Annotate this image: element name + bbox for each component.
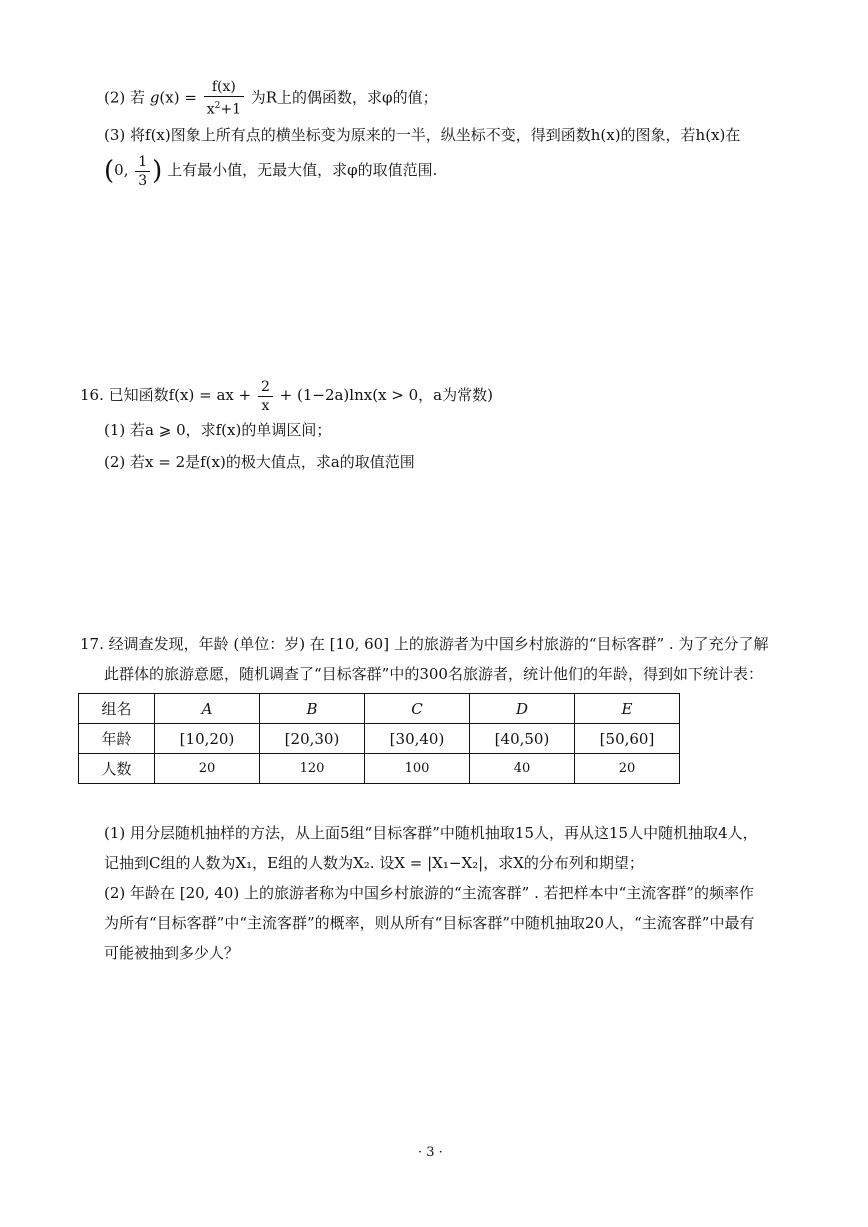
table-cell: 20 xyxy=(155,754,260,784)
q15-part3-suffix: 上有最小值，无最大值，求φ的取值范围. xyxy=(162,161,438,179)
table-row xyxy=(79,754,680,784)
q17-part2-line1: (2) 年龄在 [20, 40) 上的旅游者称为中国乡村旅游的“主流客群” . 若把样本中“主流客群”的频率作 xyxy=(104,884,754,902)
q16-part1: (1) 若a ⩾ 0，求f(x)的单调区间； xyxy=(104,421,332,439)
q17-stem-line2: 此群体的旅游意愿，随机调查了“目标客群”中的300名旅游者，统计他们的年龄，得到如下统计表： xyxy=(104,665,763,683)
q15-part3-line2 xyxy=(104,150,437,190)
q17-part2-line2: 为所有“目标客群”中“主流客群”的概率，则从所有“目标客群”中随机抽取20人，“主流客群”中最有 xyxy=(104,914,755,932)
group-d: D xyxy=(515,699,529,718)
page-number: · 3 · xyxy=(418,1145,443,1160)
fraction-numerator: f(x) xyxy=(204,78,244,97)
group-a: A xyxy=(201,699,213,718)
q16-part2: (2) 若x = 2是f(x)的极大值点，求a的取值范围 xyxy=(104,453,415,471)
q15-part2-g: g xyxy=(149,88,160,107)
q17-part1-line2: 记抽到C组的人数为X₁，E组的人数为X₂. 设X = |X₁−X₂|，求X的分布列和期望； xyxy=(104,854,644,872)
table-cell: [40,50) xyxy=(470,724,575,754)
table-row xyxy=(79,724,680,754)
q16-stem-a: 16. 已知函数f(x) = ax + xyxy=(80,386,256,404)
q15-part3-line1: (3) 将f(x)图象上所有点的横坐标变为原来的一半，纵坐标不变，得到函数h(x)的图象，若h(x)在 xyxy=(104,126,741,144)
q17-part1-line1: (1) 用分层随机抽样的方法，从上面5组“目标客群”中随机抽取15人，再从这15人中随机抽取4人， xyxy=(104,824,758,842)
fraction-numerator: 1 xyxy=(135,153,150,172)
fraction-numerator: 2 xyxy=(258,378,273,397)
interval-left: 0, xyxy=(114,161,134,179)
table-cell: 人数 xyxy=(79,754,155,784)
q15-part2-prefix: (2) 若 xyxy=(104,88,146,107)
table-cell: [20,30) xyxy=(260,724,365,754)
table-cell: 组名 xyxy=(79,694,155,724)
q15-part2-fraction xyxy=(204,78,244,119)
table-cell: 40 xyxy=(470,754,575,784)
interval-close-paren: ) xyxy=(152,156,163,186)
table-cell xyxy=(155,694,260,724)
q15-part2 xyxy=(104,78,438,118)
table-cell: 年龄 xyxy=(79,724,155,754)
table-cell xyxy=(260,694,365,724)
age-statistics-table xyxy=(78,693,680,784)
table-cell xyxy=(365,694,470,724)
q15-part2-suffix: 为R上的偶函数，求φ的值； xyxy=(250,88,438,107)
group-e: E xyxy=(621,699,633,718)
table-cell xyxy=(575,694,680,724)
den-x: x xyxy=(206,101,215,118)
group-b: B xyxy=(306,699,318,718)
table-row xyxy=(79,694,680,724)
den-plus: +1 xyxy=(220,101,241,118)
q16-fraction xyxy=(258,378,273,415)
fraction-denominator: 3 xyxy=(138,172,148,189)
interval-fraction xyxy=(135,153,150,190)
table-cell xyxy=(470,694,575,724)
q15-part2-lhs: (x) = xyxy=(159,88,202,107)
group-c: C xyxy=(411,699,423,718)
den-sup: 2 xyxy=(214,101,221,111)
table-cell: 120 xyxy=(260,754,365,784)
interval-open-paren: ( xyxy=(104,156,115,186)
table-cell: [10,20) xyxy=(155,724,260,754)
q16-stem xyxy=(80,375,493,415)
table-cell: 100 xyxy=(365,754,470,784)
q16-stem-b: + (1−2a)lnx(x > 0，a为常数) xyxy=(274,386,493,404)
table-cell: [50,60] xyxy=(575,724,680,754)
table-cell: [30,40) xyxy=(365,724,470,754)
table-cell: 20 xyxy=(575,754,680,784)
q17-stem-line1: 17. 经调查发现，年龄 (单位：岁) 在 [10, 60] 上的旅游者为中国乡村旅游的“目标客群” . 为了充分了解 xyxy=(80,635,769,653)
fraction-denominator xyxy=(204,97,244,119)
q17-part2-line3: 可能被抽到多少人？ xyxy=(104,944,240,962)
fraction-denominator: x xyxy=(261,397,270,414)
